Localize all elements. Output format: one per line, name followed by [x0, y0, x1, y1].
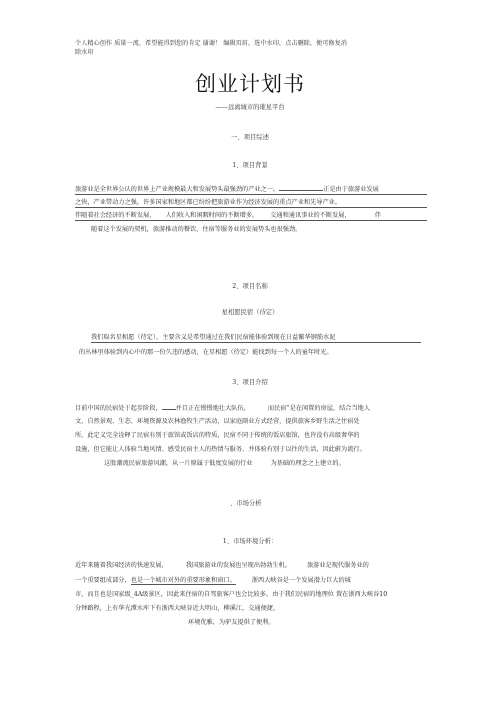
paragraph-line: 所。此定义完全诠释了民宿有别于旅馆或饭店的特质，民宿不同于传统的饭店旅馆，也许没有高级奢华的: [75, 432, 360, 439]
subsection-heading-market-env: 1、市场环境分析：: [222, 538, 278, 545]
project-name: 星相愿民宿（待定）: [221, 309, 279, 316]
paragraph-line: [104, 459, 345, 468]
text-span: 一个重要组成部分，: [75, 577, 131, 584]
paragraph-line: [75, 184, 427, 195]
subsection-heading-name: 2、项目名称: [232, 283, 268, 290]
paragraph-line: 我们取名星相愿（待定），主要含义是希望通过在我们民宿能体验到现在日益繁华钢筋水泥: [91, 333, 421, 343]
text-span: 正是由于旅游业发展: [323, 186, 379, 193]
text-span: 也是一个城市对外的重要形象和窗口。: [130, 577, 236, 584]
section-heading-overview: 一、项目综述: [231, 134, 269, 141]
text-span: 近年来随着我国经济的快速发展，: [75, 562, 168, 569]
paragraph-line: 随着这个发展的契机，旅游推动的餐饮、住宿等服务业的发展势头也很强劲。: [91, 226, 302, 233]
header-note-line2: 除水印: [75, 49, 94, 56]
text-span: 并且正在慢慢地壮大队伍，: [175, 405, 250, 412]
paragraph-line: [75, 561, 369, 570]
paragraph-line: 分钟路程，上有华光潭水库下有浙西大峡谷近大明山，柳溪江，交通便捷，: [75, 605, 280, 612]
paragraph-line: 的丛林里体验到内心中的那一份久违的感动，在星相愿（待定）能找到每一个人的童年时光。: [79, 349, 333, 356]
text-span: 浙西大峡谷是一个发展潜力巨大的城: [251, 577, 351, 584]
text-span: 伴随着社会经济的不断发展，: [75, 212, 156, 219]
paragraph-line: 市，而且也是国家级_4A级景区，因此来住宿的自驾旅客户也会比较多。由于我们民宿的地理位 置在浙西大峡谷10: [75, 591, 388, 598]
text-span: 人们收入和闲暇时间的不断增多，: [165, 212, 259, 219]
subsection-heading-intro: 3、项目介绍: [232, 379, 268, 386]
paragraph-line: [75, 403, 370, 413]
paragraph-line: 文、自然景观、生态、环境资源及农林渔牧生产活动，以家庭副业方式经营，提供旅客乡野生活之住宿处: [75, 418, 360, 425]
text-span: 伴: [374, 212, 381, 219]
paragraph-line: 之快，产业带动力之强，许多国家和地区都已纷纷把旅游业作为经济发展的重点产业和先导产业。: [75, 198, 427, 208]
paragraph-line: [75, 211, 427, 221]
paragraph-line: 设施，但它能让人体验当地风情、感受民宿主人的热情与服务、并体验有别于以往的生活，因此蔚为流行。: [75, 446, 366, 453]
section-heading-market: 、市场分析: [230, 500, 262, 507]
text-span: 旅游业是现代服务业的: [307, 562, 369, 569]
text-span: 目前中国的民宿处于起步阶段，: [75, 405, 162, 412]
subsection-heading-background: 1、项目背景: [232, 162, 268, 169]
document-title: 创业计划书: [195, 72, 305, 96]
text-span: 我国旅游业的发展也呈现出勃勃生机。: [185, 562, 291, 569]
text-span: 这股潮流民宿旅游风潮，从一片原属于低度发展的行业: [104, 460, 253, 467]
blank-underline: [162, 403, 176, 410]
text-span: 旅游业是全世界公认的世界上产业规模最大和发展势头最强劲的产业之一。: [75, 186, 280, 193]
text-span: 为基础的理念之上建立的。: [270, 460, 345, 467]
text-span: 而民宿”是在闲置的房屋，结合当地人: [267, 405, 371, 412]
paragraph-line: [75, 576, 351, 585]
document-subtitle: ——远离城市的璀星平台: [215, 104, 285, 111]
paragraph-line: 环境优雅，为驴友提供了便利。: [188, 619, 275, 626]
blank-underline: [279, 184, 323, 191]
header-note-line1: 个人精心创作 质量一流，希望能得到您的肯定 谢谢！ 编辑页眉，选中水印，点击删除，便可修复消: [75, 40, 347, 47]
text-span: 交通和通讯事业的不断发展，: [270, 212, 351, 219]
